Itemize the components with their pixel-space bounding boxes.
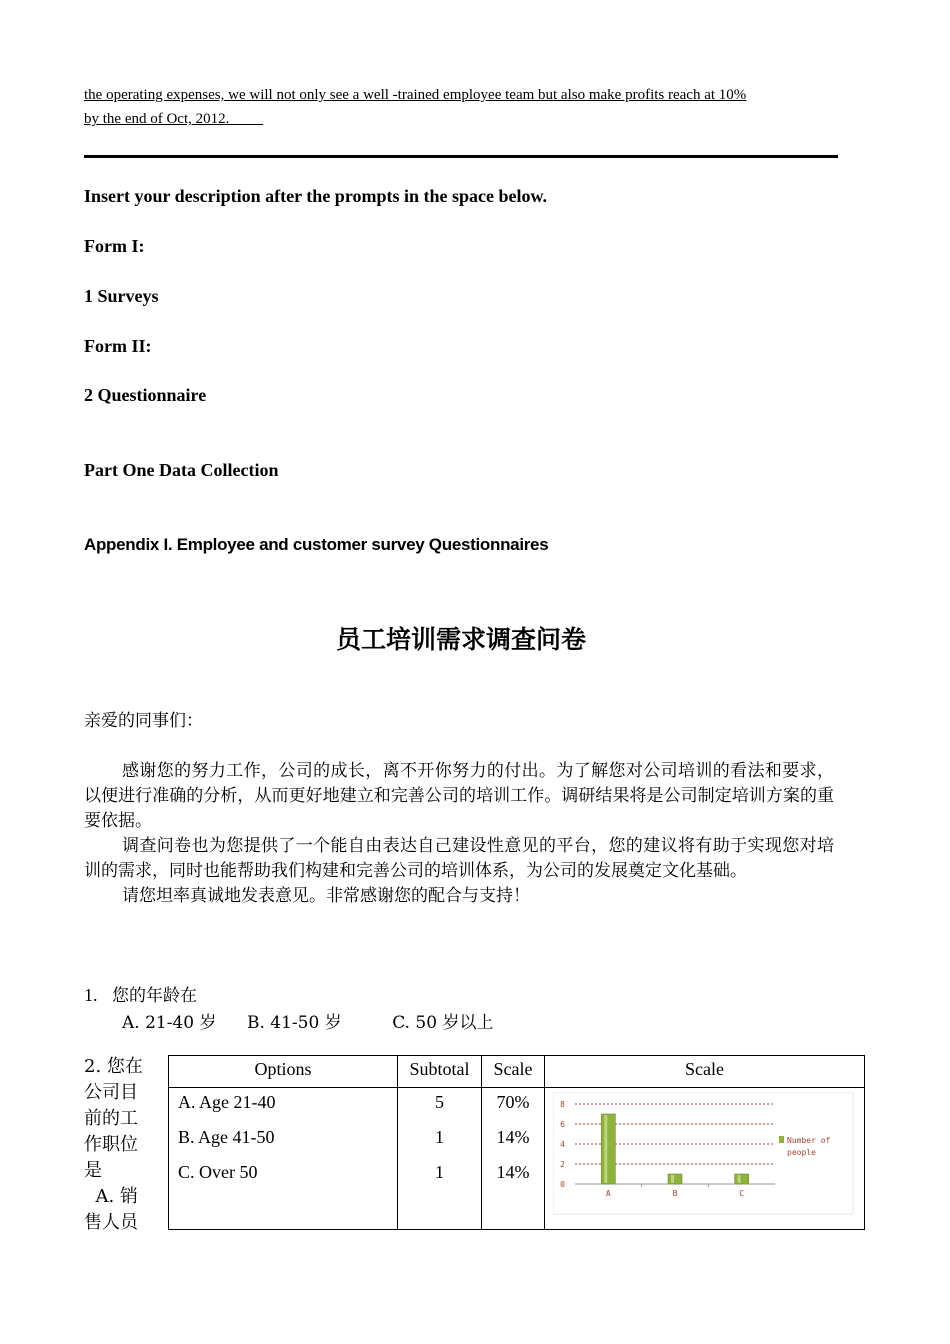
scale-cell: 70% bbox=[496, 1092, 530, 1112]
question-1-option-b: B. 41-50 岁 bbox=[247, 1013, 342, 1033]
prompt-heading: Insert your description after the prompts in the space below. bbox=[84, 186, 547, 206]
header-subtotal: Subtotal bbox=[398, 1056, 482, 1088]
legend-label: Number of bbox=[787, 1136, 831, 1145]
x-tick-label: B bbox=[672, 1189, 678, 1198]
subtotal-cell: 1 bbox=[435, 1162, 444, 1182]
questionnaire-heading: 2 Questionnaire bbox=[84, 385, 207, 405]
paragraph-2: 调查问卷也为您提供了一个能自由表达自己建设性意见的平台，您的建议将有助于实现您对培训的需求，同时也能帮助我们构建和完善公司的培训体系，为公司的发展奠定文化基础。 bbox=[84, 836, 834, 881]
survey-intro-paragraphs bbox=[84, 759, 834, 909]
y-tick-label: 8 bbox=[560, 1100, 565, 1109]
chart-cell bbox=[545, 1088, 865, 1230]
bar-highlight bbox=[738, 1175, 741, 1183]
scale-cell: 14% bbox=[496, 1162, 530, 1182]
question-2-line: A. 销 bbox=[84, 1186, 138, 1207]
bar-chart bbox=[553, 1092, 873, 1217]
survey-title: 员工培训需求调查问卷 bbox=[335, 625, 586, 654]
header-options: Options bbox=[169, 1056, 398, 1088]
bar bbox=[735, 1174, 749, 1184]
horizontal-divider bbox=[84, 155, 838, 158]
question-2 bbox=[84, 1054, 150, 1236]
y-tick-label: 0 bbox=[560, 1180, 565, 1189]
header-scale-chart: Scale bbox=[545, 1056, 865, 1088]
bar-highlight bbox=[604, 1115, 607, 1183]
table-body-row bbox=[169, 1088, 865, 1230]
question-2-line: 作职位 bbox=[84, 1134, 138, 1155]
subtotal-cell: 5 bbox=[435, 1092, 444, 1112]
bar bbox=[601, 1114, 615, 1184]
subtotal-column bbox=[398, 1088, 482, 1230]
legend-label: people bbox=[787, 1148, 816, 1157]
question-1-number: 1. bbox=[84, 985, 98, 1005]
intro-line-1: the operating expenses, we will not only see a well -trained employee team but also make profits reach at 10% bbox=[84, 87, 747, 103]
question-1 bbox=[84, 982, 533, 1036]
question-2-line: 2. 您在 bbox=[84, 1056, 143, 1077]
question-1-option-c: C. 50 岁以上 bbox=[392, 1013, 494, 1033]
option-cell: C. Over 50 bbox=[178, 1162, 258, 1182]
form-two-heading: Form II: bbox=[84, 336, 152, 356]
question-2-line: 公司目 bbox=[84, 1082, 138, 1103]
scale-column bbox=[482, 1088, 545, 1230]
header-scale: Scale bbox=[482, 1056, 545, 1088]
appendix-heading: Appendix I. Employee and customer survey Questionnaires bbox=[84, 535, 549, 554]
form-one-heading: Form I: bbox=[84, 236, 145, 256]
question-2-line: 售人员 bbox=[84, 1212, 138, 1233]
results-table bbox=[168, 1055, 865, 1230]
x-tick-label: A bbox=[605, 1189, 611, 1198]
surveys-heading: 1 Surveys bbox=[84, 286, 159, 306]
greeting: 亲爱的同事们： bbox=[84, 711, 203, 731]
legend-swatch bbox=[779, 1136, 784, 1143]
y-tick-label: 4 bbox=[560, 1140, 565, 1149]
scale-cell: 14% bbox=[496, 1127, 530, 1147]
intro-line-2: by the end of Oct, 2012. bbox=[84, 111, 264, 127]
y-tick-label: 6 bbox=[560, 1120, 565, 1129]
option-cell: A. Age 21-40 bbox=[178, 1092, 276, 1112]
paragraph-1: 感谢您的努力工作，公司的成长，离不开你努力的付出。为了解您对公司培训的看法和要求，以便进行准确的分析，从而更好地建立和完善公司的培训工作。调研结果将是公司制定培训方案的重要依据。 bbox=[84, 761, 834, 831]
table-header-row bbox=[169, 1056, 865, 1088]
y-tick-label: 2 bbox=[560, 1160, 565, 1169]
subtotal-cell: 1 bbox=[435, 1127, 444, 1147]
options-column bbox=[169, 1088, 398, 1230]
paragraph-3: 请您坦率真诚地发表意见。非常感谢您的配合与支持！ bbox=[122, 886, 530, 906]
bar bbox=[668, 1174, 682, 1184]
bar-highlight bbox=[671, 1175, 674, 1183]
question-2-line: 前的工 bbox=[84, 1108, 138, 1129]
part-one-heading: Part One Data Collection bbox=[84, 460, 279, 480]
x-tick-label: C bbox=[739, 1189, 745, 1198]
question-1-text: 您的年龄在 bbox=[112, 986, 197, 1006]
option-cell: B. Age 41-50 bbox=[178, 1127, 275, 1147]
intro-text bbox=[84, 83, 844, 131]
question-2-line: 是 bbox=[84, 1160, 102, 1181]
question-1-option-a: A. 21-40 岁 bbox=[122, 1013, 217, 1033]
